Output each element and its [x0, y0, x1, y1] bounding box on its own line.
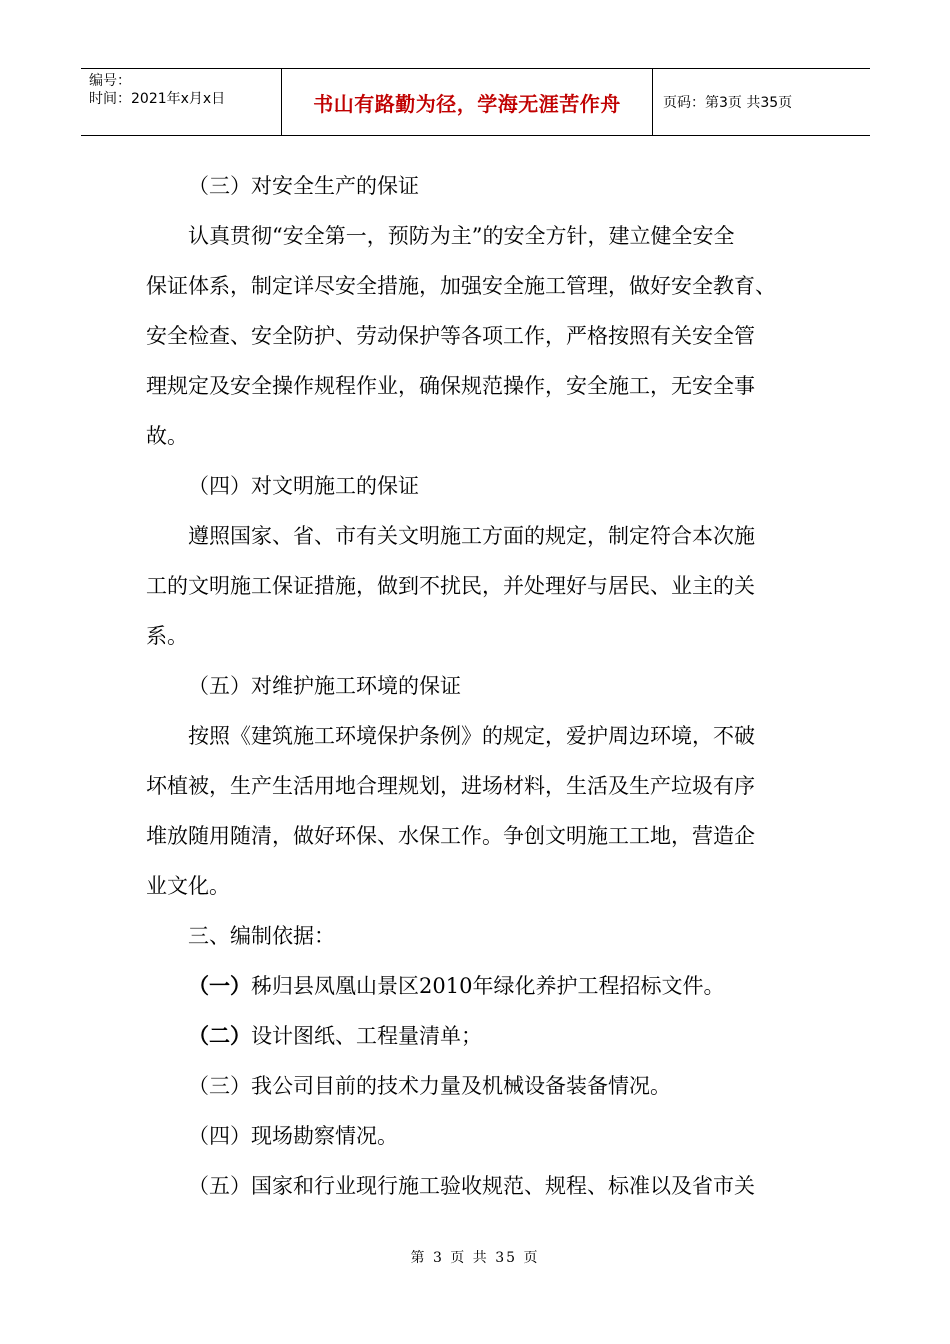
page-footer: 第 3 页 共 35 页	[410, 1250, 540, 1266]
paragraph-line: 坏植被，生产生活用地合理规划，进场材料，生活及生产垃圾有序	[146, 774, 755, 798]
basis-item-text: 国家和行业现行施工验收规范、规程、标准以及省市关	[251, 1174, 755, 1198]
header-page-info: 页码：第3页 共35页	[663, 95, 793, 111]
basis-item-marker: （五）	[188, 1174, 251, 1198]
section-heading: （五）对维护施工环境的保证	[188, 674, 461, 698]
paragraph-line: 认真贯彻“安全第一，预防为主”的安全方针，建立健全安全	[188, 224, 735, 248]
basis-item	[146, 1061, 814, 1111]
basis-item	[146, 1011, 814, 1061]
basis-item-text: 秭归县凤凰山景区2010年绿化养护工程招标文件。	[251, 974, 725, 998]
paragraph-line: 工的文明施工保证措施，做到不扰民，并处理好与居民、业主的关	[146, 574, 755, 598]
basis-item-text: 我公司目前的技术力量及机械设备装备情况。	[251, 1074, 671, 1098]
header-meta-cell	[81, 69, 282, 135]
basis-item-marker: （四）	[188, 1124, 251, 1148]
basis-item	[146, 1111, 814, 1161]
basis-item-text: 设计图纸、工程量清单；	[251, 1024, 482, 1048]
paragraph-line: 安全检查、安全防护、劳动保护等各项工作，严格按照有关安全管	[146, 324, 755, 348]
header-motto: 书山有路勤为径，学海无涯苦作舟	[282, 69, 653, 135]
document-time-label: 时间：2021年x月x日	[89, 91, 226, 107]
paragraph-line: 按照《建筑施工环境保护条例》的规定，爱护周边环境，不破	[188, 724, 755, 748]
section-heading: （三）对安全生产的保证	[188, 174, 419, 198]
paragraph-line: 保证体系，制定详尽安全措施，加强安全施工管理，做好安全教育、	[146, 274, 776, 298]
paragraph-line: 业文化。	[146, 874, 230, 898]
basis-item-marker: （二）	[188, 1023, 251, 1048]
paragraph-line: 故。	[146, 424, 188, 448]
basis-item-marker: （三）	[188, 1074, 251, 1098]
paragraph-line: 堆放随用随清，做好环保、水保工作。争创文明施工工地，营造企	[146, 824, 755, 848]
basis-item	[146, 1161, 814, 1211]
paragraph-line: 遵照国家、省、市有关文明施工方面的规定，制定符合本次施	[188, 524, 755, 548]
basis-item-text: 现场勘察情况。	[251, 1124, 398, 1148]
basis-item	[146, 961, 814, 1011]
document-body	[146, 161, 814, 1211]
paragraph-line: 理规定及安全操作规程作业，确保规范操作，安全施工，无安全事	[146, 374, 755, 398]
section-heading: （四）对文明施工的保证	[188, 474, 419, 498]
document-number-label: 编号：	[89, 73, 131, 89]
basis-item-marker: （一）	[188, 973, 251, 998]
paragraph-line: 系。	[146, 624, 188, 648]
document-header	[81, 68, 870, 136]
section-heading: 三、编制依据：	[188, 924, 335, 948]
